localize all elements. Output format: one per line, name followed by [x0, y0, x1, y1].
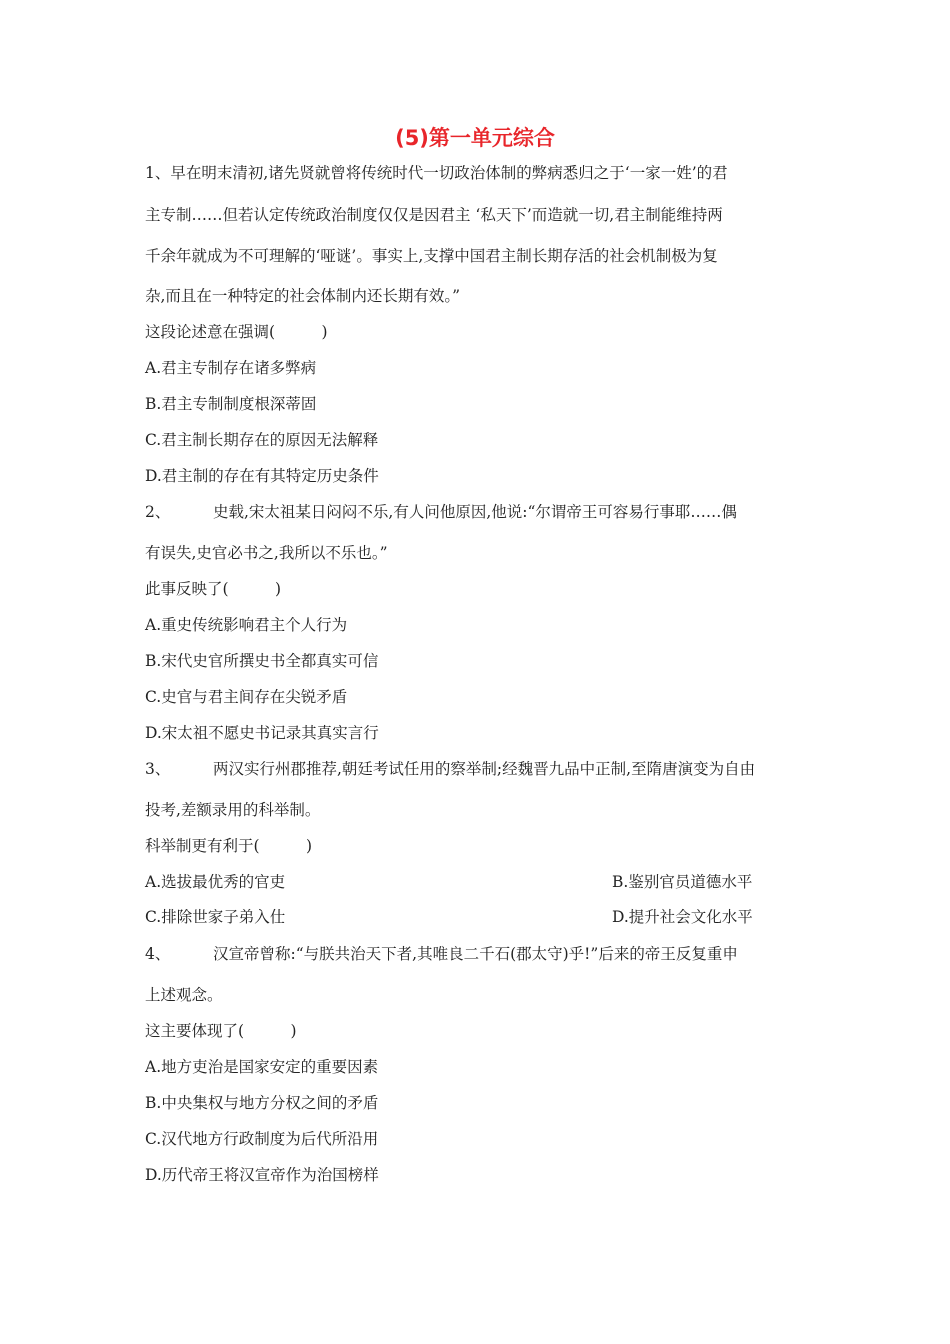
q4-line-1 [145, 944, 738, 964]
q1-line-3: 千余年就成为不可理解的‘哑谜’。事实上,支撑中国君主制长期存活的社会机制极为复 [145, 247, 718, 265]
q1-stem: 这段论述意在强调( ) [145, 323, 328, 341]
q3-line-2: 投考,差额录用的科举制。 [145, 801, 321, 819]
q3-stem: 科举制更有利于( ) [145, 837, 313, 855]
q4-option-b: B.中央集权与地方分权之间的矛盾 [145, 1094, 379, 1112]
q2-option-c: C.史官与君主间存在尖锐矛盾 [145, 688, 348, 706]
q1-option-a: A.君主专制存在诸多弊病 [145, 359, 317, 377]
q1-option-b: B.君主专制制度根深蒂固 [145, 395, 317, 413]
q1-line-1 [145, 163, 728, 183]
q1-line-2: 主专制……但若认定传统政治制度仅仅是因君主 ‘私天下’而造就一切,君主制能维持两 [145, 206, 723, 224]
q1-number: 1、 [145, 164, 171, 182]
q4-line-2: 上述观念。 [145, 986, 223, 1004]
q2-option-b: B.宋代史官所撰史书全都真实可信 [145, 652, 379, 670]
q4-option-c: C.汉代地方行政制度为后代所沿用 [145, 1130, 379, 1148]
q3-option-b: B.鉴别官员道德水平 [612, 873, 753, 891]
q1-line-4: 杂,而且在一种特定的社会体制内还长期有效。” [145, 287, 461, 305]
q4-text-1: 汉宣帝曾称:“与朕共治天下者,其唯良二千石(郡太守)乎!”后来的帝王反复重申 [213, 945, 738, 963]
q2-option-a: A.重史传统影响君主个人行为 [145, 616, 348, 634]
q3-number: 3、 [145, 760, 171, 778]
page-title: (5)第一单元综合 [395, 126, 555, 150]
q3-option-a: A.选拔最优秀的官吏 [145, 873, 286, 891]
q3-text-1: 两汉实行州郡推荐,朝廷考试任用的察举制;经魏晋九品中正制,至隋唐演变为自由 [213, 760, 756, 778]
q2-number: 2、 [145, 503, 171, 521]
q4-option-d: D.历代帝王将汉宣帝作为治国榜样 [145, 1166, 379, 1184]
q3-line-1 [145, 759, 755, 779]
q1-option-c: C.君主制长期存在的原因无法解释 [145, 431, 379, 449]
q3-option-c: C.排除世家子弟入仕 [145, 908, 286, 926]
q4-option-a: A.地方吏治是国家安定的重要因素 [145, 1058, 379, 1076]
q4-number: 4、 [145, 945, 171, 963]
q2-option-d: D.宋太祖不愿史书记录其真实言行 [145, 724, 379, 742]
q3-option-d: D.提升社会文化水平 [612, 908, 753, 926]
q1-text-1: 早在明末清初,诸先贤就曾将传统时代一切政治体制的弊病悉归之于‘一家一姓’的君 [170, 164, 728, 182]
q4-stem: 这主要体现了( ) [145, 1022, 297, 1040]
q2-stem: 此事反映了( ) [145, 580, 282, 598]
q2-text-1: 史载,宋太祖某日闷闷不乐,有人问他原因,他说:“尔谓帝王可容易行事耶……偶 [213, 503, 737, 521]
q2-line-1 [145, 502, 737, 522]
q1-option-d: D.君主制的存在有其特定历史条件 [145, 467, 379, 485]
q2-line-2: 有误失,史官必书之,我所以不乐也。” [145, 544, 388, 562]
